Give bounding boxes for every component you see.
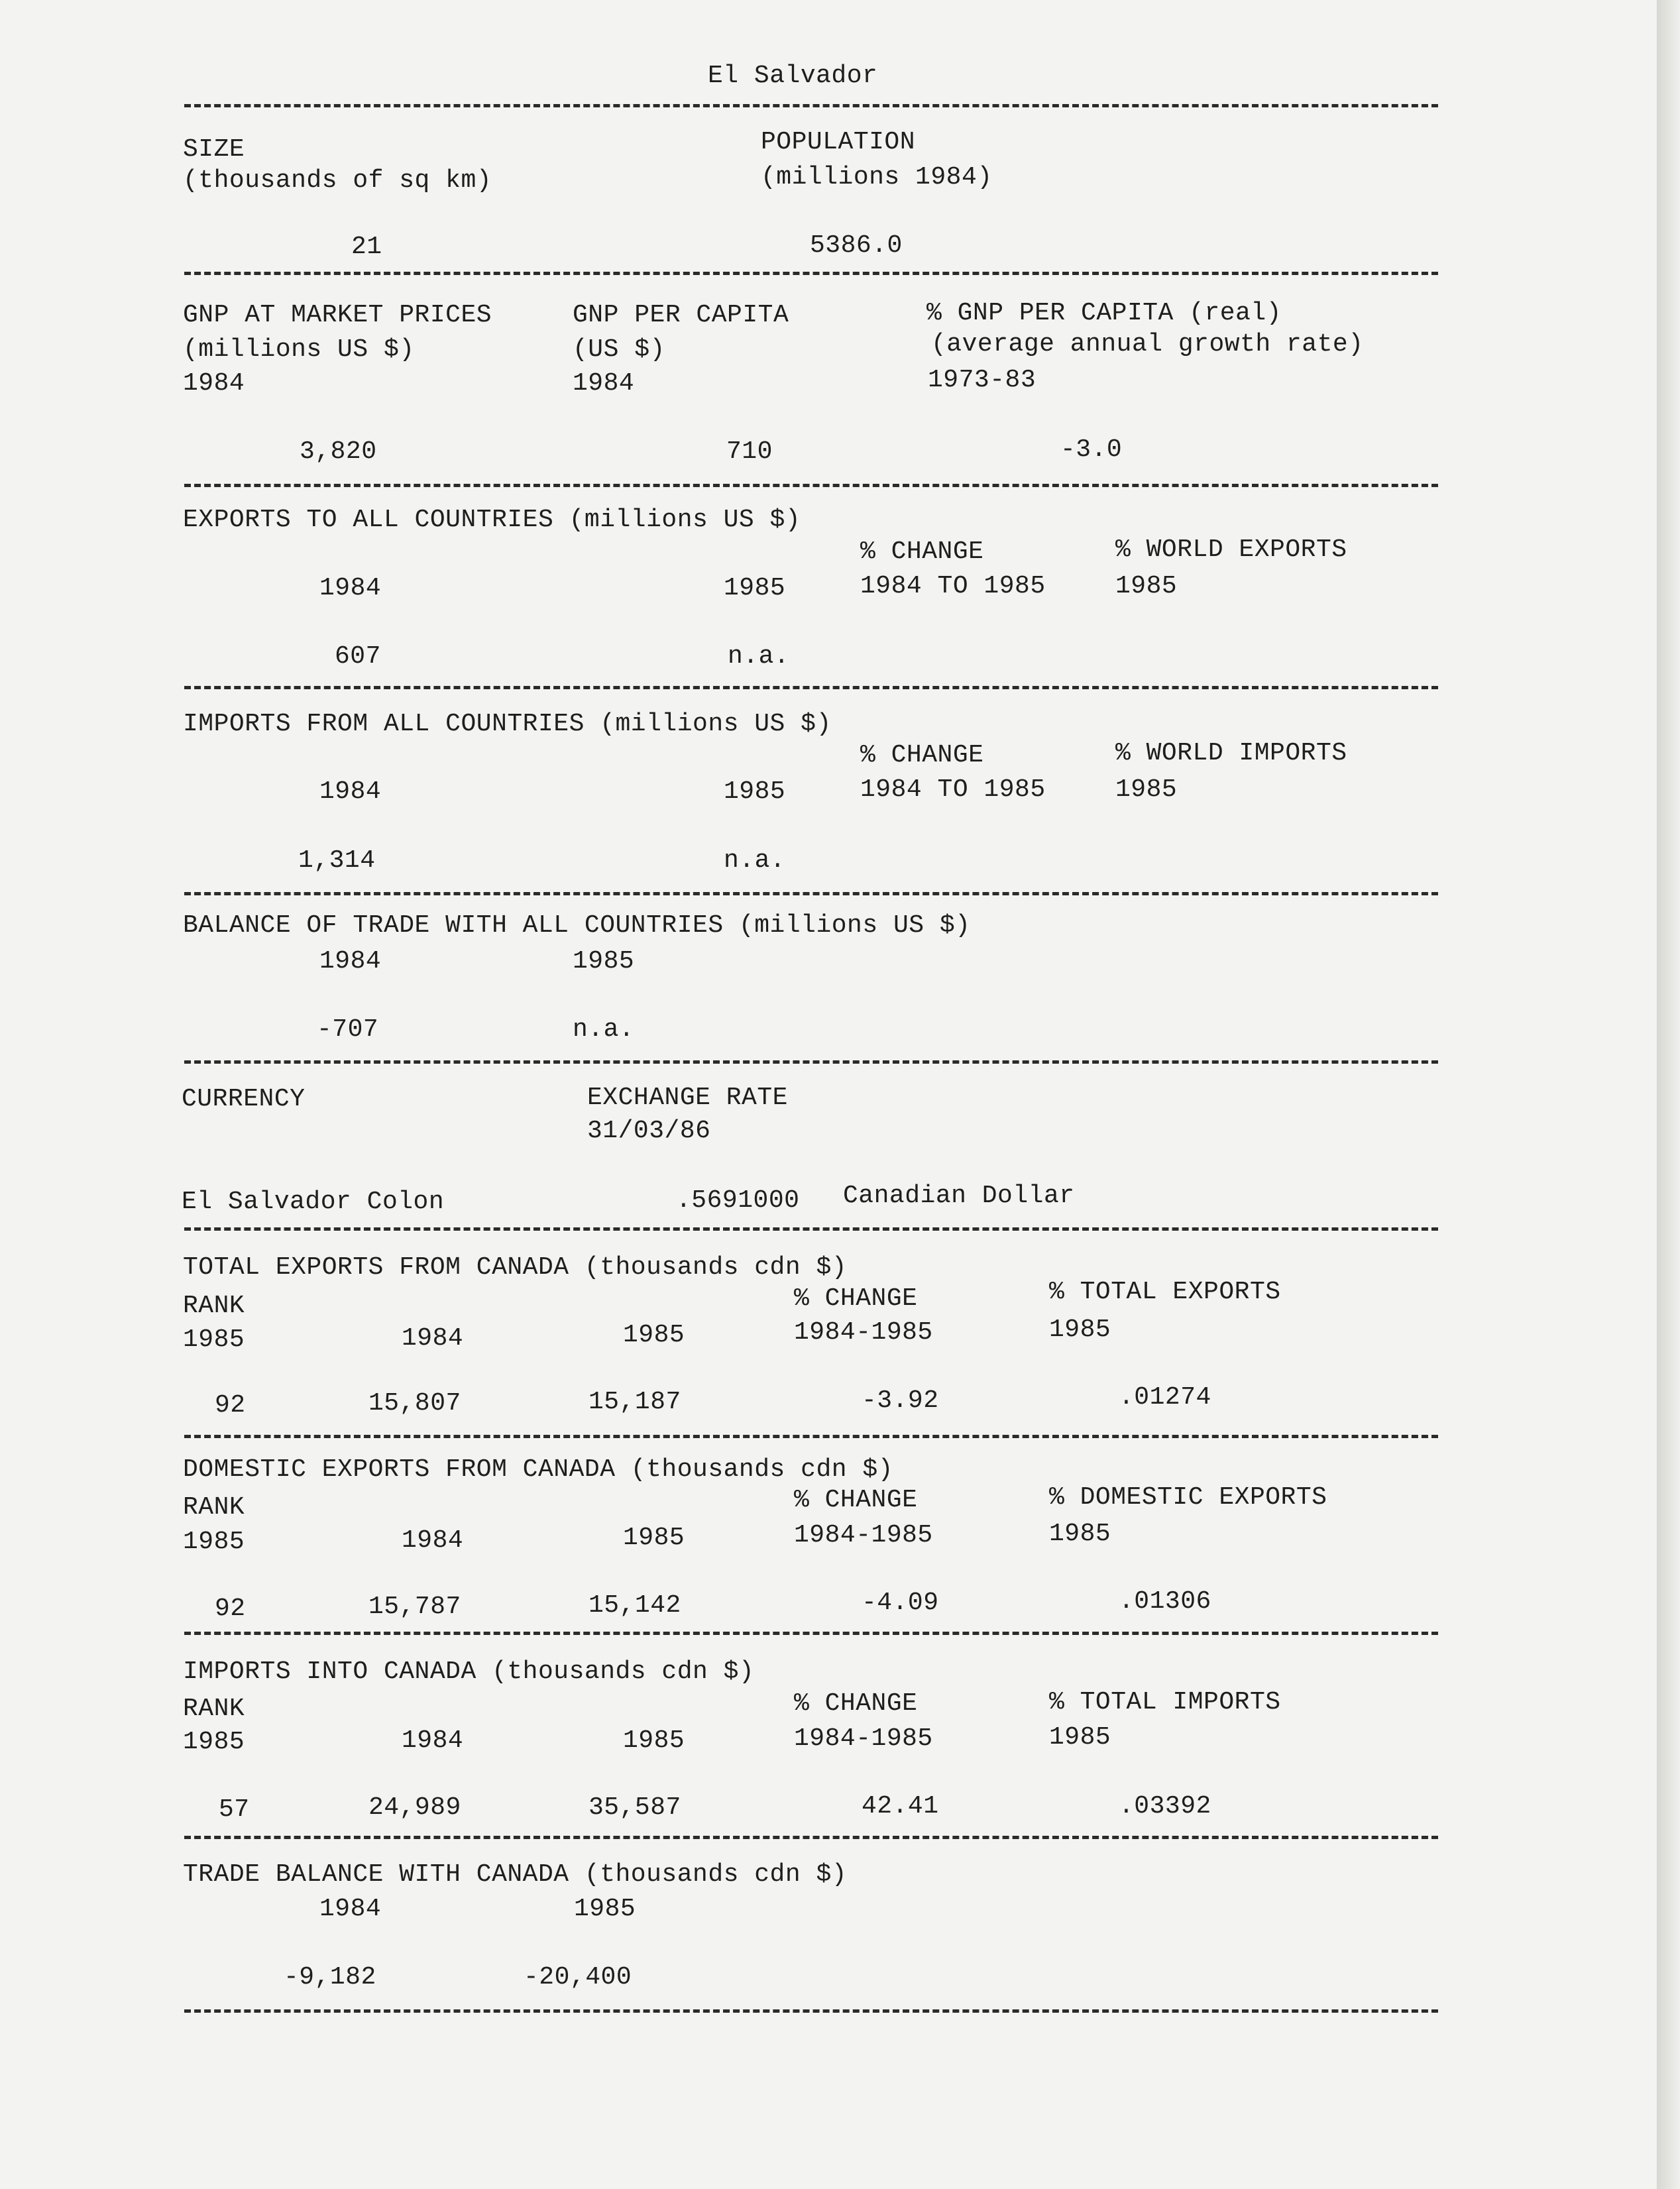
total-exports-change-period: 1984-1985	[794, 1318, 933, 1347]
imports-all-year1: 1984	[319, 777, 382, 806]
domestic-exports-value1: 15,787	[368, 1593, 461, 1621]
divider	[184, 1836, 1438, 1839]
trade-balance-value2: -20,400	[524, 1963, 632, 1992]
imports-all-change-label: % CHANGE	[860, 741, 984, 769]
trade-balance-year1: 1984	[319, 1895, 382, 1923]
imports-canada-rank-label: RANK	[183, 1695, 245, 1723]
trade-balance-value1: -9,182	[284, 1963, 376, 1992]
domestic-exports-rank-label: RANK	[183, 1493, 245, 1522]
trade-balance-heading: TRADE BALANCE WITH CANADA (thousands cdn $)	[183, 1860, 848, 1889]
domestic-exports-rank-year: 1985	[183, 1528, 245, 1556]
gnp-market-unit: (millions US $)	[183, 335, 415, 364]
page-edge	[1657, 0, 1680, 2189]
gnp-growth-value: -3.0	[1060, 435, 1123, 464]
total-exports-heading: TOTAL EXPORTS FROM CANADA (thousands cdn $)	[183, 1253, 848, 1282]
exports-all-heading: EXPORTS TO ALL COUNTRIES (millions US $)	[183, 506, 801, 534]
divider	[184, 686, 1438, 689]
total-exports-rank: 92	[215, 1391, 246, 1420]
imports-canada-share: .03392	[1119, 1792, 1211, 1821]
divider	[184, 272, 1438, 275]
imports-all-value1: 1,314	[298, 846, 376, 875]
total-exports-change: -3.92	[862, 1386, 939, 1415]
total-exports-change-label: % CHANGE	[794, 1284, 918, 1313]
gnp-market-year: 1984	[183, 369, 245, 398]
domestic-exports-share-label: % DOMESTIC EXPORTS	[1049, 1483, 1327, 1512]
balance-all-year2: 1985	[573, 947, 635, 976]
imports-canada-year1: 1984	[402, 1726, 464, 1755]
divider	[184, 484, 1438, 487]
imports-all-value2: n.a.	[724, 846, 786, 875]
imports-all-share-label: % WORLD IMPORTS	[1115, 739, 1347, 767]
size-unit: (thousands of sq km)	[183, 166, 492, 195]
imports-canada-change-label: % CHANGE	[794, 1689, 918, 1718]
balance-all-year1: 1984	[319, 947, 382, 976]
exports-all-value2: n.a.	[728, 642, 790, 671]
divider	[184, 2009, 1438, 2013]
trade-balance-year2: 1985	[574, 1895, 636, 1923]
exchange-rate-date: 31/03/86	[587, 1117, 711, 1145]
exports-all-change-period: 1984 TO 1985	[860, 572, 1046, 600]
balance-all-heading: BALANCE OF TRADE WITH ALL COUNTRIES (millions US $)	[183, 911, 971, 940]
exports-all-year2: 1985	[724, 574, 786, 602]
population-value: 5386.0	[810, 231, 903, 260]
domestic-exports-year2: 1985	[623, 1524, 685, 1552]
divider	[184, 892, 1438, 895]
gnp-growth-unit: (average annual growth rate)	[931, 330, 1364, 359]
size-label: SIZE	[183, 135, 245, 164]
divider	[184, 1632, 1438, 1635]
gnp-growth-label: % GNP PER CAPITA (real)	[926, 299, 1282, 327]
total-exports-value2: 15,187	[588, 1388, 681, 1416]
imports-canada-rank-year: 1985	[183, 1728, 245, 1756]
total-exports-share-year: 1985	[1049, 1316, 1111, 1344]
divider	[184, 1227, 1438, 1231]
population-unit: (millions 1984)	[761, 163, 993, 192]
page-title: El Salvador	[708, 62, 878, 90]
imports-canada-heading: IMPORTS INTO CANADA (thousands cdn $)	[183, 1657, 755, 1686]
exports-all-share-label: % WORLD EXPORTS	[1115, 535, 1347, 564]
size-value: 21	[351, 233, 382, 261]
exchange-rate-label: EXCHANGE RATE	[587, 1084, 788, 1112]
currency-name: El Salvador Colon	[182, 1188, 445, 1216]
domestic-exports-value2: 15,142	[588, 1591, 681, 1620]
domestic-exports-change-period: 1984-1985	[794, 1521, 933, 1549]
divider	[184, 1060, 1438, 1064]
gnp-market-value: 3,820	[300, 437, 377, 466]
divider	[184, 104, 1438, 107]
exports-all-value1: 607	[335, 642, 381, 671]
gnp-market-label: GNP AT MARKET PRICES	[183, 301, 492, 329]
gnp-percap-value: 710	[726, 437, 773, 466]
exchange-rate-value: .5691000	[676, 1186, 800, 1215]
exports-all-change-label: % CHANGE	[860, 537, 984, 566]
total-exports-rank-label: RANK	[183, 1292, 245, 1320]
currency-label: CURRENCY	[182, 1085, 306, 1113]
domestic-exports-share-year: 1985	[1049, 1520, 1111, 1548]
balance-all-value2: n.a.	[573, 1015, 635, 1044]
total-exports-value1: 15,807	[368, 1389, 461, 1418]
divider	[184, 1435, 1438, 1438]
domestic-exports-change-label: % CHANGE	[794, 1486, 918, 1514]
domestic-exports-year1: 1984	[402, 1526, 464, 1555]
imports-canada-share-label: % TOTAL IMPORTS	[1049, 1688, 1281, 1716]
balance-all-value1: -707	[317, 1015, 379, 1044]
imports-canada-share-year: 1985	[1049, 1723, 1111, 1752]
imports-canada-year2: 1985	[623, 1726, 685, 1755]
domestic-exports-change: -4.09	[862, 1589, 939, 1617]
imports-canada-value1: 24,989	[368, 1793, 461, 1822]
exchange-rate-per: Canadian Dollar	[843, 1182, 1075, 1210]
total-exports-year1: 1984	[402, 1324, 464, 1353]
total-exports-year2: 1985	[623, 1321, 685, 1349]
gnp-percap-label: GNP PER CAPITA	[573, 301, 789, 329]
domestic-exports-rank: 92	[215, 1595, 246, 1623]
total-exports-share-label: % TOTAL EXPORTS	[1049, 1278, 1281, 1306]
imports-all-share-year: 1985	[1115, 775, 1178, 804]
imports-all-change-period: 1984 TO 1985	[860, 775, 1046, 804]
population-label: POPULATION	[761, 128, 916, 156]
exports-all-year1: 1984	[319, 574, 382, 602]
domestic-exports-share: .01306	[1119, 1587, 1211, 1616]
imports-all-heading: IMPORTS FROM ALL COUNTRIES (millions US $)	[183, 710, 832, 738]
exports-all-share-year: 1985	[1115, 572, 1178, 600]
total-exports-rank-year: 1985	[183, 1325, 245, 1354]
domestic-exports-heading: DOMESTIC EXPORTS FROM CANADA (thousands cdn $)	[183, 1455, 893, 1484]
total-exports-share: .01274	[1119, 1383, 1211, 1412]
imports-canada-change: 42.41	[862, 1792, 939, 1821]
imports-canada-value2: 35,587	[588, 1793, 681, 1822]
gnp-growth-year: 1973-83	[928, 366, 1036, 394]
imports-all-year2: 1985	[724, 777, 786, 806]
gnp-percap-year: 1984	[573, 369, 635, 398]
imports-canada-change-period: 1984-1985	[794, 1724, 933, 1753]
gnp-percap-unit: (US $)	[573, 335, 665, 364]
imports-canada-rank: 57	[219, 1795, 250, 1824]
